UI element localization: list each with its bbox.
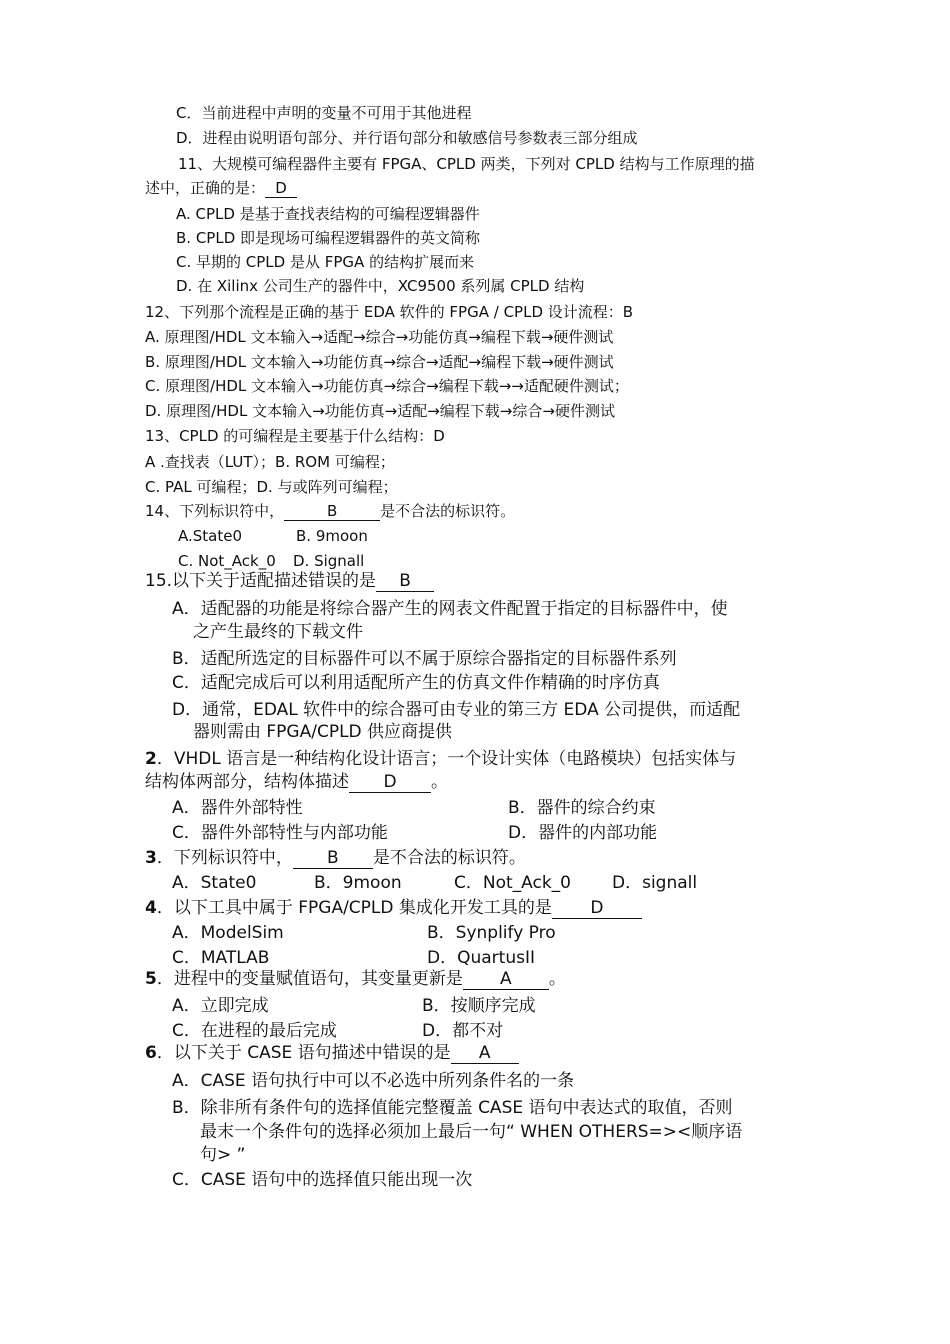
answer-blank-q11: D (265, 181, 297, 198)
text-span: 结构体两部分，结构体描述 (145, 772, 349, 792)
option-c: C. 早期的 CPLD 是从 FPGA 的结构扩展而来 (176, 253, 475, 271)
text-span: 是不合法的标识符。 (380, 502, 516, 520)
question-12-text: 12、下列那个流程是正确的基于 EDA 软件的 FPGA / CPLD 设计流程：B (145, 303, 634, 321)
option-b: B．按顺序完成 (422, 996, 536, 1016)
question-3-text (145, 850, 526, 869)
text-span: ．VHDL 语言是一种结构化设计语言；一个设计实体（电路模块）包括实体与 (156, 749, 737, 769)
text-line: C．当前进程中声明的变量不可用于其他进程 (176, 104, 472, 122)
option-c: C．CASE 语句中的选择值只能出现一次 (172, 1170, 473, 1190)
question-number: 2 (145, 749, 157, 769)
option-a: A．适配器的功能是将综合器产生的网表文件配置于指定的目标器件中，使 (172, 599, 728, 619)
option-a: A. 原理图/HDL 文本输入→适配→综合→功能仿真→编程下载→硬件测试 (145, 328, 614, 346)
option-c: C．在进程的最后完成 (172, 1021, 337, 1041)
text-span: 述中，正确的是： (145, 179, 266, 197)
option-a: A．ModelSim (172, 923, 284, 943)
question-number: 5 (145, 969, 157, 989)
option-b-continued: 最末一个条件句的选择必须加上最后一句“ WHEN OTHERS=><顺序语 (200, 1122, 743, 1142)
answer-blank-v3: B (293, 850, 373, 869)
option-b: B．Synplify Pro (427, 923, 556, 943)
option-a: A. CPLD 是基于查找表结构的可编程逻辑器件 (176, 205, 480, 223)
question-number: 4 (145, 898, 157, 918)
text-span: 15.以下关于适配描述错误的是 (145, 571, 377, 591)
text-span: 。 (548, 969, 566, 989)
option-a: A．CASE 语句执行中可以不必选中所列条件名的一条 (172, 1071, 575, 1091)
answer-blank-v2: D (349, 774, 431, 793)
question-number: 3 (145, 848, 157, 868)
option-d: D. 原理图/HDL 文本输入→功能仿真→适配→编程下载→综合→硬件测试 (145, 402, 615, 420)
answer-blank-v4: D (552, 900, 642, 919)
question-4-text (145, 900, 642, 919)
option-d: D. 在 Xilinx 公司生产的器件中，XC9500 系列属 CPLD 结构 (176, 277, 585, 295)
option-c: C．Not_Ack_0 (454, 873, 571, 893)
question-5-text (145, 971, 566, 990)
option-b: B．器件的综合约束 (508, 798, 656, 818)
text-span: ．下列标识符中， (156, 848, 293, 868)
option-b: B．适配所选定的目标器件可以不属于原综合器指定的目标器件系列 (172, 649, 677, 669)
question-number: 6 (145, 1043, 157, 1063)
answer-blank-v6: A (451, 1045, 519, 1064)
option-c: C. Not_Ack_0 (178, 552, 276, 570)
text-span: ．以下工具中属于 FPGA/CPLD 集成化开发工具的是 (156, 898, 552, 918)
question-13-text: 13、CPLD 的可编程是主要基于什么结构：D (145, 427, 445, 445)
option-ab: A .查找表（LUT）；B. ROM 可编程； (145, 453, 395, 471)
text-line: D．进程由说明语句部分、并行语句部分和敏感信号参数表三部分组成 (176, 129, 638, 147)
option-c: C．适配完成后可以利用适配所产生的仿真文件作精确的时序仿真 (172, 673, 660, 693)
option-c: C．MATLAB (172, 948, 270, 968)
option-b: B. 9moon (296, 527, 368, 545)
option-a-continued: 之产生最终的下载文件 (193, 622, 363, 642)
option-d: D．通常，EDAL 软件中的综合器可由专业的第三方 EDA 公司提供，而适配 (172, 700, 741, 720)
text-span: ．以下关于 CASE 语句描述中错误的是 (156, 1043, 451, 1063)
option-b-continued: 句> ” (200, 1145, 246, 1165)
option-a: A．State0 (172, 873, 257, 893)
answer-blank-q14: B (284, 504, 380, 521)
option-cd: C. PAL 可编程；D. 与或阵列可编程； (145, 478, 398, 496)
option-b: B. CPLD 即是现场可编程逻辑器件的英文简称 (176, 229, 481, 247)
option-c: C．器件外部特性与内部功能 (172, 823, 388, 843)
option-d: D．QuartusII (427, 948, 535, 968)
option-d: D．都不对 (422, 1021, 504, 1041)
text-span: 是不合法的标识符。 (372, 848, 526, 868)
option-b: B. 原理图/HDL 文本输入→功能仿真→综合→适配→编程下载→硬件测试 (145, 353, 614, 371)
option-d-continued: 器则需由 FPGA/CPLD 供应商提供 (193, 722, 453, 742)
text-span: 14、下列标识符中， (145, 502, 285, 520)
text-span: 。 (431, 772, 448, 792)
option-b: B．9moon (314, 873, 402, 893)
text-span: ．进程中的变量赋值语句，其变量更新是 (156, 969, 463, 989)
question-2-text (145, 751, 736, 768)
question-11-text: 11、大规模可编程器件主要有 FPGA、CPLD 两类，下列对 CPLD 结构与工作原理的描 (178, 155, 755, 173)
question-2-continued (145, 774, 448, 793)
question-14-text (145, 504, 515, 521)
option-a: A.State0 (178, 527, 243, 545)
option-b: B．除非所有条件句的选择值能完整覆盖 CASE 语句中表达式的取值，否则 (172, 1098, 733, 1118)
option-d: D. Signall (293, 552, 365, 570)
answer-blank-q15: B (376, 573, 434, 592)
answer-blank-v5: A (463, 971, 549, 990)
question-11-continued (145, 181, 297, 198)
option-a: A．立即完成 (172, 996, 269, 1016)
option-d: D．signall (612, 873, 698, 893)
option-d: D．器件的内部功能 (508, 823, 658, 843)
option-c: C. 原理图/HDL 文本输入→功能仿真→综合→编程下载→→适配硬件测试； (145, 377, 629, 395)
question-15-text (145, 573, 434, 592)
question-6-text (145, 1045, 519, 1064)
option-a: A．器件外部特性 (172, 798, 303, 818)
